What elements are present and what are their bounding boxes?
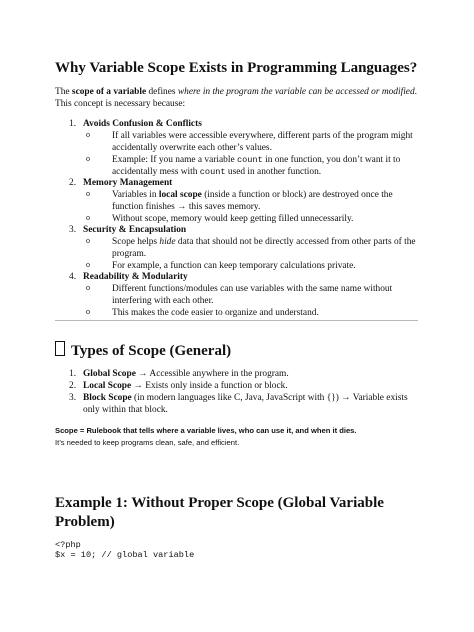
scope-summary-note: It’s needed to keep programs clean, safe, and efficient. [55,438,240,447]
scope-summary: Scope = Rulebook that tells where a variable lives, who can use it, and when it dies. [55,426,357,435]
bullet-marker: o [86,307,90,316]
reason-1-bullet-1-line-1: If all variables were accessible everywhere, different parts of the program might [112,131,413,141]
types-heading: Types of Scope (General) [55,341,231,361]
reason-2-heading: 2. Memory Management [69,178,173,188]
reason-2-bullet-1-line-2: function finishes → this saves memory. [112,202,261,212]
reason-4-heading: 4. Readability & Modularity [69,272,188,282]
reason-4-bullet-2-line-1: This makes the code easier to organize and understand. [112,308,319,318]
missing-glyph-icon [55,341,65,356]
reason-3-bullet-1-line-1: Scope helps hide data that should not be directly accessed from other parts of the [112,237,416,247]
bullet-marker: o [86,130,90,139]
types-item-3-line-1: 3. Block Scope (in modern languages like C, Java, JavaScript with {}) → Variable exists [69,393,408,403]
types-item-2: 2. Local Scope → Exists only inside a function or block. [69,381,288,391]
bullet-marker: o [86,236,90,245]
reason-2-bullet-1-line-1: Variables in local scope (inside a function or block) are destroyed once the [112,190,393,200]
bullet-marker: o [86,154,90,163]
reason-1-bullet-2-line-1: Example: If you name a variable count in one function, you don’t want it to [112,155,401,165]
reason-1-bullet-1-line-2: accidentally overwrite each other’s values. [112,143,272,153]
page-title: Why Variable Scope Exists in Programming Languages? [55,60,418,76]
code-line-1: <?php [55,540,81,550]
reason-1-heading: 1. Avoids Confusion & Conflicts [69,119,202,129]
bullet-marker: o [86,260,90,269]
bullet-marker: o [86,213,90,222]
example-heading-line-2: Problem) [55,514,115,530]
reason-1-bullet-2-line-2: accidentally mess with count used in another function. [112,167,322,177]
example-heading-line-1: Example 1: Without Proper Scope (Global Variable [55,495,384,511]
reason-4-bullet-1-line-1: Different functions/modules can use variables with the same name without [112,284,393,294]
reason-3-bullet-1-line-2: program. [112,249,147,259]
code-line-2: $x = 10; // global variable [55,550,195,560]
reason-2-bullet-2-line-1: Without scope, memory would keep getting filled unnecessarily. [112,214,354,224]
types-item-3-line-2: only within that block. [83,405,168,415]
reason-3-bullet-2-line-1: For example, a function can keep temporary calculations private. [112,261,356,271]
horizontal-rule [55,320,418,321]
reason-3-heading: 3. Security & Encapsulation [69,225,187,235]
bullet-marker: o [86,283,90,292]
types-item-1: 1. Global Scope → Accessible anywhere in the program. [69,369,289,379]
reason-4-bullet-1-line-2: interfering with each other. [112,296,214,306]
intro-lead: This concept is necessary because: [55,99,186,109]
bullet-marker: o [86,189,90,198]
intro-paragraph: The scope of a variable defines where in the program the variable can be accessed or modified. [55,87,418,97]
